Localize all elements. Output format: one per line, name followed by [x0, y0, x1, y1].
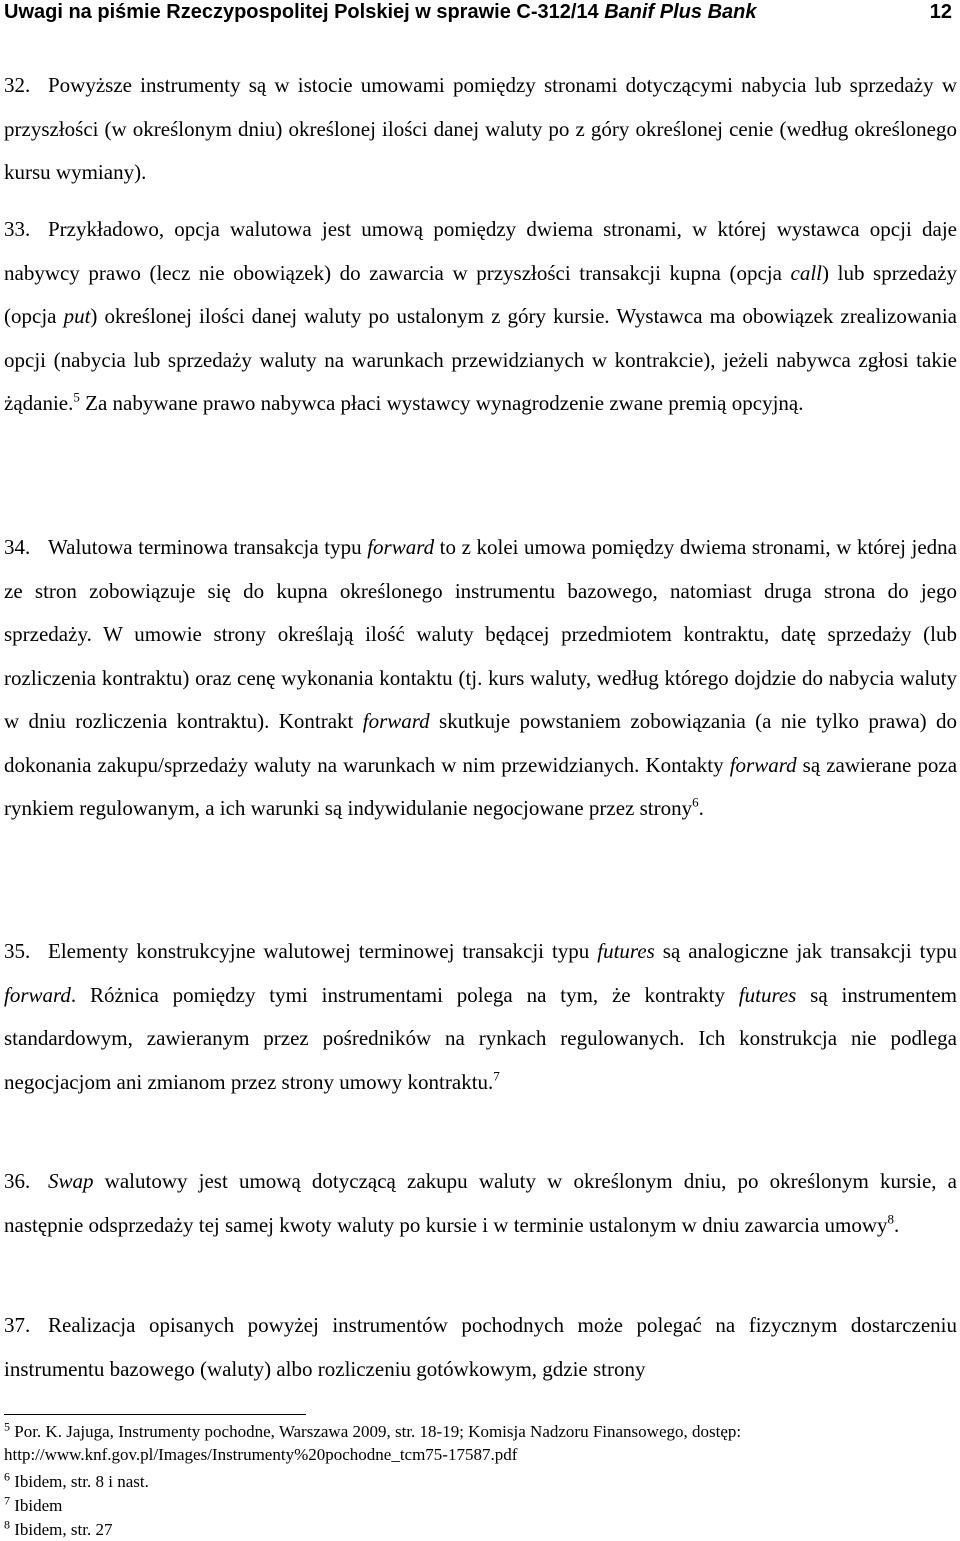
- running-header-title: Uwagi na piśmie Rzeczypospolitej Polskiej w sprawie C-312/14 Banif Plus Bank: [4, 1, 757, 23]
- footnote-number: 5: [4, 1419, 10, 1434]
- paragraph-number: 36.: [4, 1169, 31, 1193]
- footnote-ref-6[interactable]: 6: [692, 794, 699, 810]
- footnote-7: $^7$ Ibidem: [4, 1493, 63, 1515]
- paragraph-33: 33. Przykładowo, opcja walutowa jest umową pomiędzy dwiema stronami, w której wystawca opcji daje nabywcy prawo (lecz nie obowiązek) do zawarcia w przyszłości transakcji kupna (opcja call) lub sprzedaży (opcja put) określonej ilości danej waluty po ustalonym z góry kursie. Wystawca ma obowiązek zrealizowania opcji (nabycia lub sprzedaży waluty na warunkach przewidzianych w kontrakcie), jeżeli nabywca zgłosi takie żądanie.$^5$ Za nabywane prawo nabywca płaci wystawcy wynagrodzenie zwane premią opcyjną.: [4, 208, 957, 426]
- paragraph-number: 32.: [4, 73, 31, 97]
- paragraph-36: 36. Swap walutowy jest umową dotyczącą zakupu waluty w określonym dniu, po określonym kursie, a następnie odsprzedaży tej samej kwoty waluty po kursie i w terminie ustalonym w dniu zawarcia umowy$^8$.: [4, 1160, 957, 1247]
- footnote-ref-7[interactable]: 7: [493, 1068, 500, 1084]
- footnote-number: 7: [4, 1493, 10, 1508]
- footnote-ref-8[interactable]: 8: [887, 1211, 895, 1227]
- footnote-8: $^8$ Ibidem, str. 27: [4, 1517, 113, 1539]
- paragraph-34: 34. Walutowa terminowa transakcja typu forward to z kolei umowa pomiędzy dwiema stronami, w której jedna ze stron zobowiązuje się do kupna określonego instrumentu bazowego, natomiast druga strona do jego sprzedaży. W umowie strony określają ilość waluty będącej przedmiotem kontraktu, datę sprzedaży (lub rozliczenia kontraktu) oraz cenę wykonania kontaktu (tj. kurs waluty, według którego dojdzie do nabycia waluty w dniu rozliczenia kontraktu). Kontrakt forward skutkuje powstaniem zobowiązania (a nie tylko prawa) do dokonania zakupu/sprzedaży waluty na warunkach w nim przewidzianych. Kontakty forward są zawierane poza rynkiem regulowanym, a ich warunki są indywidulanie negocjowane przez strony$^6$.: [4, 526, 957, 831]
- footnote-6: $^6$ Ibidem, str. 8 i nast.: [4, 1469, 149, 1491]
- paragraph-number: 34.: [4, 535, 31, 559]
- paragraph-32: 32. Powyższe instrumenty są w istocie umowami pomiędzy stronami dotyczącymi nabycia lub sprzedaży w przyszłości (w określonym dniu) określonej ilości danej waluty po z góry określonej cenie (według określonego kursu wymiany).: [4, 64, 957, 195]
- footnote-5: $^5$ Por. K. Jajuga, Instrumenty pochodne, Warszawa 2009, str. 18-19; Komisja Nadzoru Finansowego, dostęp: http://www.knf.gov.pl/Images/Instrumenty%20pochodne_tcm75-17587.pdf: [4, 1419, 742, 1464]
- paragraph-37: 37. Realizacja opisanych powyżej instrumentów pochodnych może polegać na fizycznym dostarczeniu instrumentu bazowego (waluty) albo rozliczeniu gotówkowym, gdzie strony: [4, 1304, 957, 1391]
- footnote-ref-5[interactable]: 5: [73, 389, 80, 405]
- paragraph-number: 37.: [4, 1313, 31, 1337]
- paragraph-number: 35.: [4, 939, 31, 963]
- page-number: 12: [929, 1, 952, 23]
- paragraph-number: 33.: [4, 217, 31, 241]
- footnote-number: 6: [4, 1469, 10, 1484]
- running-header: [4, 0, 952, 30]
- footnote-number: 8: [4, 1517, 10, 1532]
- paragraph-35: 35. Elementy konstrukcyjne walutowej terminowej transakcji typu futures są analogiczne jak transakcji typu forward. Różnica pomiędzy tymi instrumentami polega na tym, że kontrakty futures są instrumentem standardowym, zawieranym przez pośredników na rynkach regulowanych. Ich konstrukcja nie podlega negocjacjom ani zmianom przez strony umowy kontraktu.$^7$: [4, 930, 957, 1104]
- footnote-separator: [4, 1414, 306, 1415]
